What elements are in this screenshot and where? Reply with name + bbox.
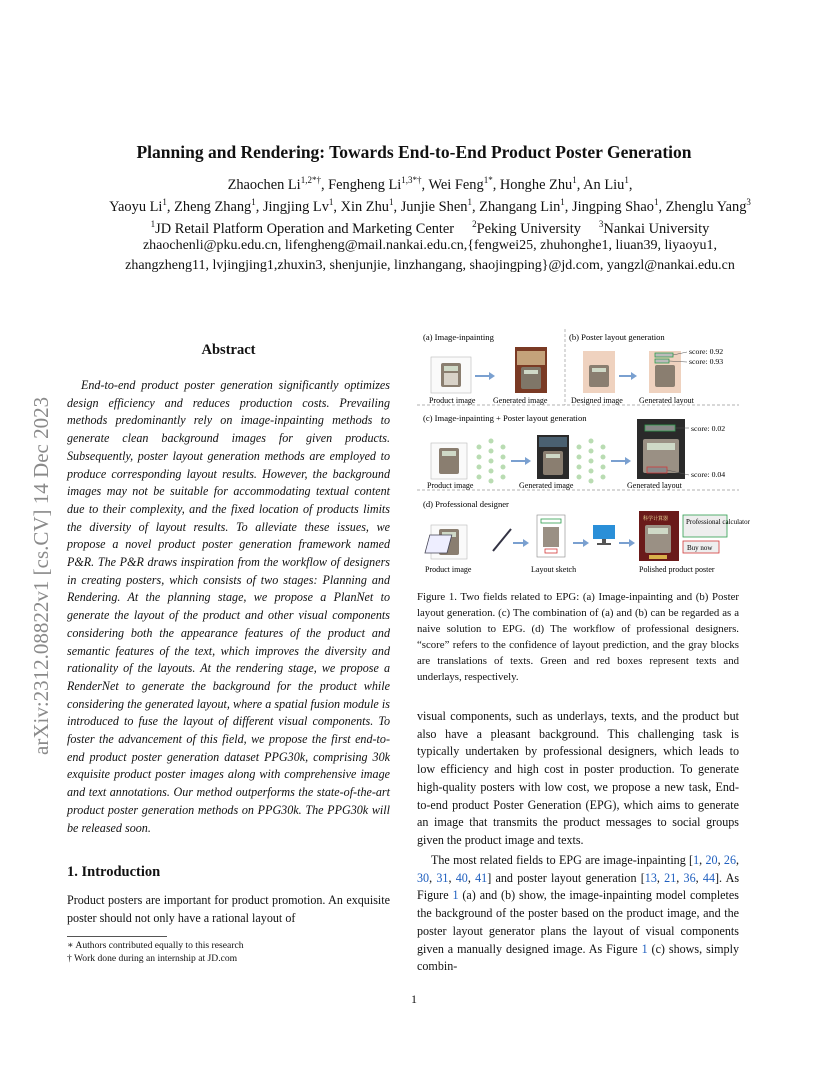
citation-link[interactable]: 26 [723, 853, 736, 867]
tag-buy-text: Buy now [687, 544, 713, 552]
citation-link[interactable]: 31 [436, 870, 449, 885]
score-b1: score: 0.92 [689, 347, 724, 356]
author: Zhaochen Li [227, 176, 301, 193]
citation-link[interactable]: 20 [705, 853, 718, 867]
label-generated-image: Generated image [519, 481, 574, 490]
panel-a-title: (a) Image-inpainting [423, 332, 494, 342]
author: Zhenglu Yang [665, 198, 747, 215]
label-layout-sketch: Layout sketch [531, 565, 577, 574]
paper-title: Planning and Rendering: Towards End-to-End Product Poster Generation [136, 142, 692, 162]
author: Fengheng Li [328, 176, 402, 193]
abstract-heading: Abstract [201, 342, 256, 358]
citation-link[interactable]: 21 [664, 870, 677, 885]
generated-layout [649, 351, 687, 393]
figure-1 [417, 329, 750, 579]
affiliations: $^1$JD Retail Platform Operation and Marketing Center $^2$Peking University $^3$Nankai University [150, 219, 710, 237]
arxiv-id-text: arXiv:2312.08822v1 [cs.CV] 14 Dec 2023 [29, 396, 53, 755]
figure-link[interactable]: 1 [452, 888, 459, 903]
tag-buy-now [683, 541, 719, 553]
authors-line-2: Yaoyu Li$^1$, Zheng Zhang$^1$, Jingjing Lv$^1$, Xin Zhu$^1$, Junjie Shen$^1$, Zhangang Lin$^1$, Jingping Shao$^1$, Zhenglu Yang$^3$ [109, 197, 751, 215]
emails-line-1: zhaochenli@pku.edu.cn, lifengheng@mail.nankai.edu.cn,{fengwei25, zhuhonghe1, liuan39, liyaoyu1, [142, 238, 718, 253]
arrow-icon [619, 539, 635, 547]
body-paragraph-2: The most related fields to EPG are image-inpainting [1, 20, 26, 30, 31, 40, 41] and poster layout generation [13, 21, 36, 44]. As Figure 1 (a) and (b) show, the image-inpainting model completes the background of the poster based on the product image, and the poster layout generator plans the layout of visual components given a manually designed image. As Figure 1 (c) shows, simply combin- [417, 853, 740, 974]
author: An Liu [583, 176, 625, 193]
citation-link[interactable]: 40 [455, 870, 468, 885]
label-generated-layout: Generated layout [639, 396, 694, 405]
figure-link[interactable]: 1 [641, 941, 648, 956]
arxiv-identifier [26, 280, 56, 760]
author: Jingjing Lv [262, 198, 329, 215]
network-icon [477, 439, 506, 484]
score-c2: score: 0.04 [691, 470, 726, 479]
citation-link[interactable]: 13 [644, 870, 657, 885]
label-product-image: Product image [425, 565, 472, 574]
author: Junjie Shen [400, 198, 468, 215]
author: Zheng Zhang [174, 198, 252, 215]
citation-link[interactable]: 41 [475, 870, 488, 885]
body-paragraph-1: visual components, such as underlays, texts, and the product but also have a pleasant background. This challenging task is typically undertaken by professional designers, which leads to low efficiency and high cost in poster production. To generate high-quality posters with low cost, we propose a new task, End-to-end product Poster Generation (EPG), which aims to generate an image that transmits the product messages to social groups given the product image and texts. [417, 709, 739, 847]
label-product-image: Product image [429, 396, 476, 405]
generated-layout [637, 419, 689, 479]
tag-professional-text: Professional calculator [686, 518, 750, 526]
author: Jingping Shao [571, 198, 654, 215]
authors-line-1: Zhaochen $Li^{1,2*\dagger}$, Fengheng $Li^{1,3*\dagger}$, Wei Feng$^{1*}$, Honghe Zhu$^1$, An Liu$^1$, [227, 175, 633, 193]
arrow-icon [573, 539, 589, 547]
label-polished: Polished product poster [639, 565, 715, 574]
author: Zhangang Lin [479, 198, 561, 215]
calculator-product-image [431, 443, 467, 479]
panel-b-title: (b) Poster layout generation [569, 332, 665, 342]
score-b2: score: 0.93 [689, 357, 724, 366]
footnote-rule [67, 936, 167, 937]
footnote-1: ∗ Authors contributed equally to this research [67, 940, 244, 951]
computer-icon [593, 525, 615, 545]
author: Wei Feng [428, 176, 484, 193]
panel-d-title: (d) Professional designer [423, 499, 509, 509]
author: Yaoyu Li [109, 198, 163, 215]
tag-professional [683, 515, 751, 537]
label-generated-image: Generated image [493, 396, 548, 405]
designed-image [583, 351, 615, 393]
citation-link[interactable]: 36 [683, 870, 696, 885]
arrow-icon [511, 457, 531, 465]
author: Xin Zhu [340, 198, 389, 215]
arrow-icon [611, 457, 631, 465]
generated-image [537, 435, 569, 479]
introduction-text: Product posters are important for product promotion. An exquisite poster should not only have a rational layout of [67, 893, 390, 925]
citation-link[interactable]: 1 [693, 853, 700, 867]
network-icon [577, 439, 606, 484]
footnote-2: † Work done during an internship at JD.com [67, 953, 238, 964]
calculator-product-image [431, 357, 471, 393]
arrow-icon [475, 372, 495, 380]
author: Honghe Zhu [499, 176, 573, 193]
figure-caption: Figure 1. Two fields related to EPG: (a) Image-inpainting and (b) Poster layout generation. (c) The combination of (a) and (b) can be regarded as a naive solution to EPG. (d) The workflow of professional designers. “score” refers to the confidence of layout prediction, and the gray blocks are translations of texts. Green and red boxes represent texts and underlays, respectively. [417, 591, 739, 683]
label-product-image: Product image [427, 481, 474, 490]
score-c1: score: 0.02 [691, 424, 726, 433]
arrow-icon [619, 372, 637, 380]
arrow-icon [513, 539, 529, 547]
page-number: 1 [411, 992, 417, 1006]
poster-title-text: 科学计算器 [643, 516, 669, 522]
label-generated-layout: Generated layout [627, 481, 682, 490]
citation-link[interactable]: 30 [417, 870, 430, 885]
generated-image [515, 347, 547, 393]
layout-sketch [537, 515, 565, 557]
abstract-text: End-to-end product poster generation significantly optimizes design efficiency and reduces production costs. Prevailing methods predominantly rely on image-inpainting methods to generate clean background images for given products. Subsequently, poster layout generation methods are employed to produce corresponding layout results. However, the background images may not be suitable for accommodating textual content due to their complexity, and the fixed location of products limits the diversity of layout results. To alleviate these issues, we propose a novel product poster generation framework named P&R. The P&R draws inspiration from the workflow of designers in creating posters, which consists of two stages: Planning and Rendering. At the planning stage, we propose a PlanNet to generate the layout of the product and other visual components considering both the appearance features of the product and semantic features of the text, which improves the diversity and rationality of the layouts. At the rendering stage, we propose a RenderNet to generate the background for the product while considering the generated layout, where a spatial fusion module is introduced to fuse the layout of different visual components. To foster the advancement of this field, we propose the first end-to-end product poster generation dataset PPG30k, comprising 30k exquisite product poster images along with comprehensive image and text annotations. Our method outperforms the state-of-the-art product poster generation methods on PPG30k. The PPG30k will be released soon. [67, 378, 390, 835]
panel-c-title: (c) Image-inpainting + Poster layout generation [423, 413, 587, 423]
polished-poster [639, 511, 679, 561]
citation-link[interactable]: 44 [702, 870, 715, 885]
emails-line-2: zhangzheng11, lvjingjing1,zhuxin3, shenjunjie, linzhangang, shaojingping}@jd.com, yangzl@nankai.edu.cn [125, 258, 735, 273]
label-designed-image: Designed image [571, 396, 623, 405]
section-heading-introduction: 1. Introduction [67, 864, 161, 880]
